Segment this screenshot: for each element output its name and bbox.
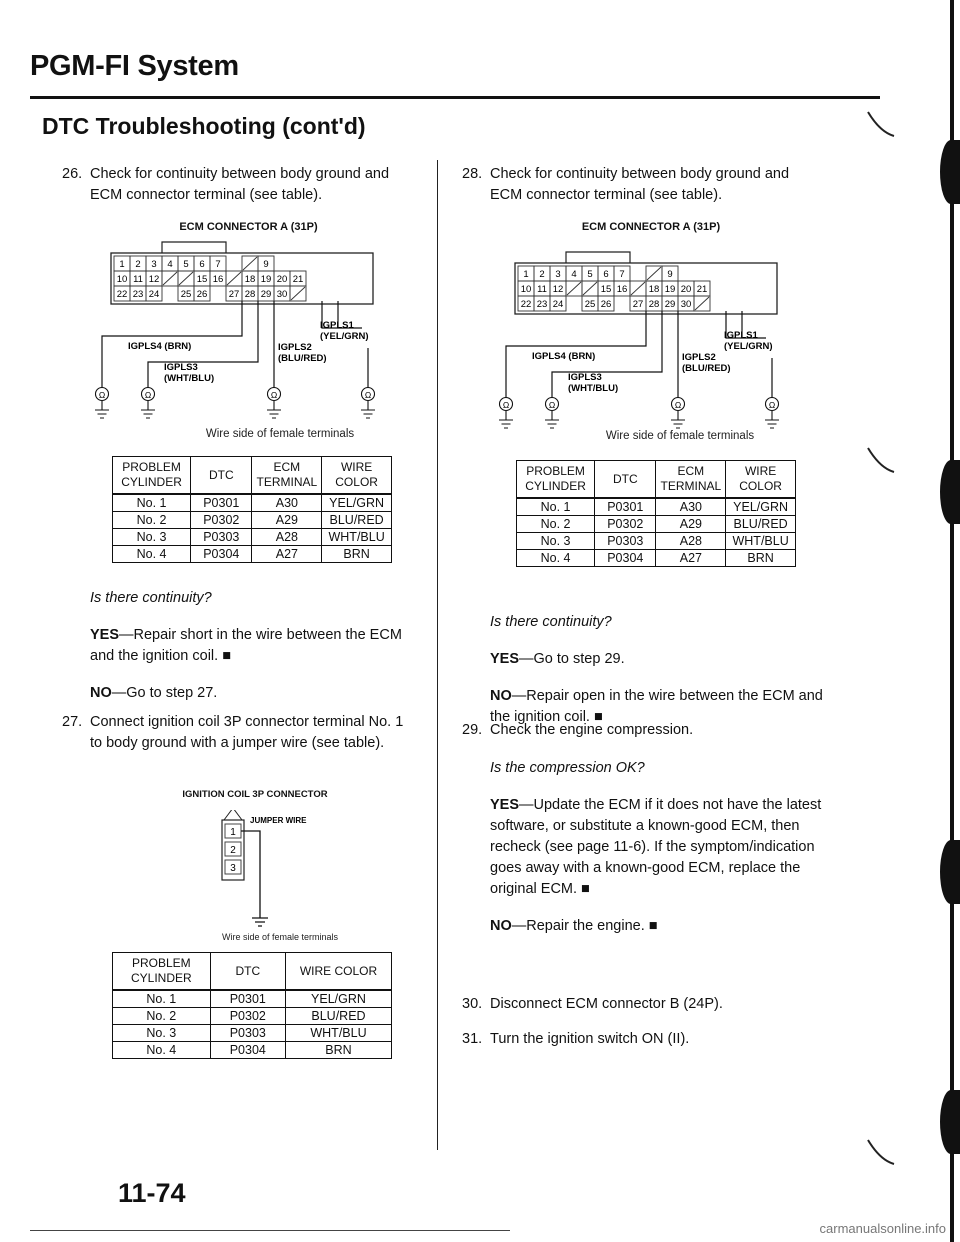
table-cell: No. 2 <box>113 1008 211 1025</box>
table-cell: WHT/BLU <box>322 529 392 546</box>
coil-connector-key <box>224 810 242 820</box>
step-text: Check the engine compression. <box>490 722 694 738</box>
terminal-number: 9 <box>667 269 673 280</box>
terminal-number: 26 <box>196 289 208 300</box>
table-cell: No. 1 <box>113 990 211 1008</box>
ground-icon <box>141 401 155 418</box>
ground-icon <box>95 401 109 418</box>
igpls2-label: IGPLS2 <box>682 352 716 363</box>
corner-tick-marks <box>860 110 900 1170</box>
igpls4-label: IGPLS4 (BRN) <box>128 341 192 352</box>
ground-icon <box>671 411 685 428</box>
section-subtitle: DTC Troubleshooting (cont'd) <box>42 113 366 139</box>
corner-tick <box>868 448 894 472</box>
table-header: PROBLEM CYLINDER <box>517 461 595 499</box>
terminal-number: 21 <box>292 274 304 285</box>
no-label: NO <box>490 918 512 935</box>
table-row <box>113 1008 392 1025</box>
terminal-number: 10 <box>116 274 128 285</box>
table-cell: No. 4 <box>113 546 191 563</box>
terminal-number: 29 <box>260 289 272 300</box>
step-text: Disconnect ECM connector B (24P). <box>490 996 723 1012</box>
terminal-number: 20 <box>680 284 692 295</box>
yes-label: YES <box>90 627 120 644</box>
ignition-coil-connector-diagram <box>210 810 330 930</box>
blank-slash <box>647 267 661 280</box>
step-number: 28. <box>462 166 483 182</box>
no-text: Repair the engine. <box>526 918 645 935</box>
terminal-number: 28 <box>648 299 660 310</box>
terminal-number: 30 <box>680 299 692 310</box>
table-header: ECM TERMINAL <box>252 457 322 495</box>
footer-rule <box>30 1230 510 1231</box>
table-row <box>113 546 392 563</box>
igpls1-color: (YEL/GRN) <box>724 341 773 352</box>
table-cell: YEL/GRN <box>285 990 391 1008</box>
dash: — <box>119 627 134 644</box>
terminal-number: 15 <box>196 274 208 285</box>
step-number: 29. <box>462 722 483 738</box>
igpls3-color: (WHT/BLU) <box>568 383 619 394</box>
terminal-number: 1 <box>523 269 529 280</box>
igpls1-color: (YEL/GRN) <box>320 331 369 342</box>
blank-slash <box>567 282 581 295</box>
continuity-table-left <box>112 456 392 563</box>
corner-tick <box>868 1140 894 1164</box>
blank-slash <box>179 272 193 285</box>
question: Is there continuity? <box>490 614 612 630</box>
table-cell: A27 <box>252 546 322 563</box>
right-step-29-block <box>462 720 832 741</box>
no-text: Go to step 27. <box>126 685 218 702</box>
igpls1-drop <box>338 301 368 388</box>
terminal-number: 26 <box>600 299 612 310</box>
left-column-answers <box>90 588 410 704</box>
step-28 <box>462 164 812 206</box>
ground-icon <box>267 401 281 418</box>
coil-terminal-2: 2 <box>230 845 236 856</box>
terminal-number: 28 <box>244 289 256 300</box>
terminal-number: 22 <box>116 289 128 300</box>
table-header: ECM TERMINAL <box>656 461 726 499</box>
table-cell: P0304 <box>210 1042 285 1059</box>
ohm-symbol: Ω <box>548 400 556 410</box>
right-column-answers <box>490 612 830 728</box>
table-header: DTC <box>595 461 656 499</box>
right-step-29-answers <box>490 758 832 937</box>
table-cell: A30 <box>252 494 322 512</box>
terminal-number: 29 <box>664 299 676 310</box>
dash: — <box>511 918 527 935</box>
terminal-number: 12 <box>148 274 160 285</box>
blank-slash <box>583 282 597 295</box>
terminal-number: 21 <box>696 284 708 295</box>
dash: — <box>511 688 527 705</box>
step-text: Check for continuity between body ground and ECM connector terminal (see table). <box>90 166 390 204</box>
no-text: Repair open in the wire between the ECM and the ignition coil. <box>490 688 823 726</box>
table-row <box>113 529 392 546</box>
table-row <box>113 1042 392 1059</box>
step-27 <box>62 712 412 754</box>
corner-tick <box>868 112 894 136</box>
table-row <box>517 550 796 567</box>
table-cell: No. 4 <box>113 1042 211 1059</box>
terminal-number: 10 <box>520 284 532 295</box>
table-header: PROBLEM CYLINDER <box>113 457 191 495</box>
dash: — <box>519 797 534 814</box>
coil-table <box>112 952 392 1059</box>
wire-side-caption: Wire side of female terminals <box>605 430 755 442</box>
table-cell: P0301 <box>210 990 285 1008</box>
igpls1-label: IGPLS1 <box>724 330 758 341</box>
terminal-number: 2 <box>539 269 545 280</box>
terminal-number: 4 <box>571 269 577 280</box>
table-cell: YEL/GRN <box>726 498 796 516</box>
igpls1-label: IGPLS1 <box>320 320 354 331</box>
ground-icon <box>499 411 513 428</box>
igpls3-color: (WHT/BLU) <box>164 373 215 384</box>
table-cell: A29 <box>656 516 726 533</box>
end-mark: ■ <box>218 648 231 665</box>
table-cell: A29 <box>252 512 322 529</box>
yes-answer <box>90 625 410 667</box>
ecm-connector-diagram-left <box>92 228 392 423</box>
diagram-caption: IGNITION COIL 3P CONNECTOR <box>182 789 328 800</box>
igpls3-label: IGPLS3 <box>568 372 602 383</box>
table-header: PROBLEM CYLINDER <box>113 953 211 991</box>
no-label: NO <box>490 688 512 705</box>
terminal-number: 19 <box>260 274 272 285</box>
table-cell: No. 1 <box>517 498 595 516</box>
table-cell: BLU/RED <box>322 512 392 529</box>
terminal-number: 30 <box>276 289 288 300</box>
table-cell: A28 <box>656 533 726 550</box>
yes-label: YES <box>490 797 520 814</box>
terminal-number: 20 <box>276 274 288 285</box>
step-26 <box>62 164 407 206</box>
yes-label: YES <box>490 651 520 668</box>
blank-slash <box>163 272 177 285</box>
table-row <box>517 533 796 550</box>
igpls1-drop <box>742 311 772 398</box>
step-text: Turn the ignition switch ON (II). <box>490 1031 690 1048</box>
ohm-symbol: Ω <box>364 390 372 400</box>
terminal-number: 7 <box>215 259 221 270</box>
terminal-number: 27 <box>228 289 240 300</box>
terminal-number: 3 <box>555 269 561 280</box>
table-header: WIRE COLOR <box>285 953 391 991</box>
table-cell: A30 <box>656 498 726 516</box>
ohm-symbol: Ω <box>144 390 152 400</box>
terminal-number: 23 <box>536 299 548 310</box>
step-text: Connect ignition coil 3P connector terminal No. 1 to body ground with a jumper wire (see table). <box>90 714 404 752</box>
end-mark: ■ <box>577 881 590 898</box>
terminal-number: 25 <box>180 289 192 300</box>
table-cell: BRN <box>285 1042 391 1059</box>
question: Is there continuity? <box>90 590 212 606</box>
table-cell: BRN <box>726 550 796 567</box>
table-cell: A27 <box>656 550 726 567</box>
blank-slash <box>291 287 305 300</box>
no-answer <box>490 916 832 937</box>
step-30 <box>462 994 832 1015</box>
no-answer <box>90 683 410 704</box>
terminal-number: 16 <box>212 274 224 285</box>
table-cell: No. 3 <box>113 529 191 546</box>
ohm-symbol: Ω <box>502 400 510 410</box>
end-mark: ■ <box>644 918 658 935</box>
step-number: 31. <box>462 1031 483 1048</box>
connector-lock-tab <box>566 252 630 263</box>
terminal-number: 9 <box>263 259 269 270</box>
terminal-number: 11 <box>133 274 143 285</box>
diagram-caption: ECM CONNECTOR A (31P) <box>581 221 721 234</box>
terminal-number: 25 <box>584 299 596 310</box>
ground-icon <box>765 411 779 428</box>
table-cell: P0303 <box>210 1025 285 1042</box>
page-spine <box>950 0 954 1242</box>
table-cell: P0304 <box>191 546 252 563</box>
igpls3-label: IGPLS3 <box>164 362 198 373</box>
table-cell: BLU/RED <box>726 516 796 533</box>
ground-icon <box>361 401 375 418</box>
wire-side-caption: Wire side of female terminals <box>221 932 339 942</box>
left-step-27-block <box>62 712 412 754</box>
terminal-number: 18 <box>244 274 256 285</box>
blank-slash <box>695 297 709 310</box>
terminal-number: 24 <box>148 289 160 300</box>
connector-lock-tab <box>162 242 226 253</box>
table-cell: P0304 <box>595 550 656 567</box>
dash: — <box>111 685 127 702</box>
terminal-number: 2 <box>135 259 141 270</box>
terminal-number: 16 <box>616 284 628 295</box>
terminal-number: 23 <box>132 289 144 300</box>
terminal-number: 18 <box>648 284 660 295</box>
table-cell: No. 3 <box>113 1025 211 1042</box>
dash: — <box>519 651 534 668</box>
igpls2-label: IGPLS2 <box>278 342 312 353</box>
terminal-number: 24 <box>552 299 564 310</box>
table-cell: P0303 <box>595 533 656 550</box>
end-mark: ■ <box>589 709 603 726</box>
step-number: 26. <box>62 166 83 182</box>
table-cell: No. 3 <box>517 533 595 550</box>
igpls4-label: IGPLS4 (BRN) <box>532 351 596 362</box>
jumper-wire-label: JUMPER WIRE <box>250 816 307 825</box>
blank-slash <box>227 272 241 285</box>
table-cell: No. 1 <box>113 494 191 512</box>
step-number: 27. <box>62 714 83 730</box>
left-column <box>62 164 407 236</box>
title-rule <box>30 96 880 99</box>
diagram-caption: ECM CONNECTOR A (31P) <box>179 221 318 234</box>
right-column <box>462 164 812 236</box>
table-row <box>113 1025 392 1042</box>
table-cell: P0301 <box>595 498 656 516</box>
ohm-symbol: Ω <box>768 400 776 410</box>
table-row <box>113 494 392 512</box>
ohm-symbol: Ω <box>98 390 106 400</box>
table-cell: No. 2 <box>517 516 595 533</box>
yes-text: Go to step 29. <box>533 651 625 668</box>
terminal-number: 7 <box>619 269 625 280</box>
coil-terminal-1: 1 <box>230 827 236 838</box>
yes-answer <box>490 649 830 670</box>
terminal-number: 5 <box>587 269 593 280</box>
table-header: DTC <box>210 953 285 991</box>
table-cell: P0302 <box>191 512 252 529</box>
terminal-number: 5 <box>183 259 189 270</box>
right-final-steps <box>462 994 832 1050</box>
igpls2-color: (BLU/RED) <box>278 353 327 364</box>
table-cell: BLU/RED <box>285 1008 391 1025</box>
table-header: DTC <box>191 457 252 495</box>
terminal-number: 22 <box>520 299 532 310</box>
blank-slash <box>631 282 645 295</box>
table-row <box>113 512 392 529</box>
terminal-number: 15 <box>600 284 612 295</box>
ecm-connector-diagram-right <box>496 238 796 433</box>
blank-slash <box>243 257 257 270</box>
igpls2-color: (BLU/RED) <box>682 363 731 374</box>
ground-icon <box>545 411 559 428</box>
terminal-number: 6 <box>199 259 205 270</box>
ohm-symbol: Ω <box>270 390 278 400</box>
table-cell: No. 4 <box>517 550 595 567</box>
terminal-number: 11 <box>537 284 547 295</box>
page-title: PGM-FI System <box>30 50 239 82</box>
table-row <box>113 990 392 1008</box>
ground-icon <box>252 918 268 926</box>
table-cell: No. 2 <box>113 512 191 529</box>
column-divider <box>437 160 438 1150</box>
table-cell: BRN <box>322 546 392 563</box>
page-number: 11-74 <box>118 1178 186 1208</box>
step-text: Check for continuity between body ground and ECM connector terminal (see table). <box>490 166 790 204</box>
table-cell: YEL/GRN <box>322 494 392 512</box>
table-cell: WHT/BLU <box>726 533 796 550</box>
table-cell: P0302 <box>210 1008 285 1025</box>
table-cell: P0301 <box>191 494 252 512</box>
table-row <box>517 498 796 516</box>
table-header: WIRE COLOR <box>726 461 796 499</box>
coil-terminal-3: 3 <box>230 863 236 874</box>
terminal-number: 19 <box>664 284 676 295</box>
yes-answer <box>490 795 832 900</box>
terminal-number: 1 <box>119 259 125 270</box>
table-row <box>517 516 796 533</box>
wire-side-caption: Wire side of female terminals <box>205 428 355 440</box>
table-cell: P0303 <box>191 529 252 546</box>
table-cell: WHT/BLU <box>285 1025 391 1042</box>
yes-text: Repair short in the wire between the ECM and the ignition coil. <box>90 627 402 665</box>
no-label: NO <box>90 685 112 702</box>
continuity-table-right <box>516 460 796 567</box>
step-31 <box>462 1029 832 1050</box>
table-header: WIRE COLOR <box>322 457 392 495</box>
watermark: carmanualsonline.info <box>819 1221 946 1236</box>
yes-text: Update the ECM if it does not have the latest software, or substitute a known-good ECM, then recheck (see page 11-6). If the symptom/indication goes away with a known-good ECM, replace the original ECM. <box>490 797 822 898</box>
step-number: 30. <box>462 996 483 1012</box>
terminal-number: 3 <box>151 259 157 270</box>
step-29 <box>462 720 832 741</box>
question: Is the compression OK? <box>490 760 645 776</box>
terminal-number: 4 <box>167 259 173 270</box>
table-cell: A28 <box>252 529 322 546</box>
ohm-symbol: Ω <box>674 400 682 410</box>
terminal-number: 6 <box>603 269 609 280</box>
terminal-number: 27 <box>632 299 644 310</box>
table-cell: P0302 <box>595 516 656 533</box>
terminal-number: 12 <box>552 284 564 295</box>
